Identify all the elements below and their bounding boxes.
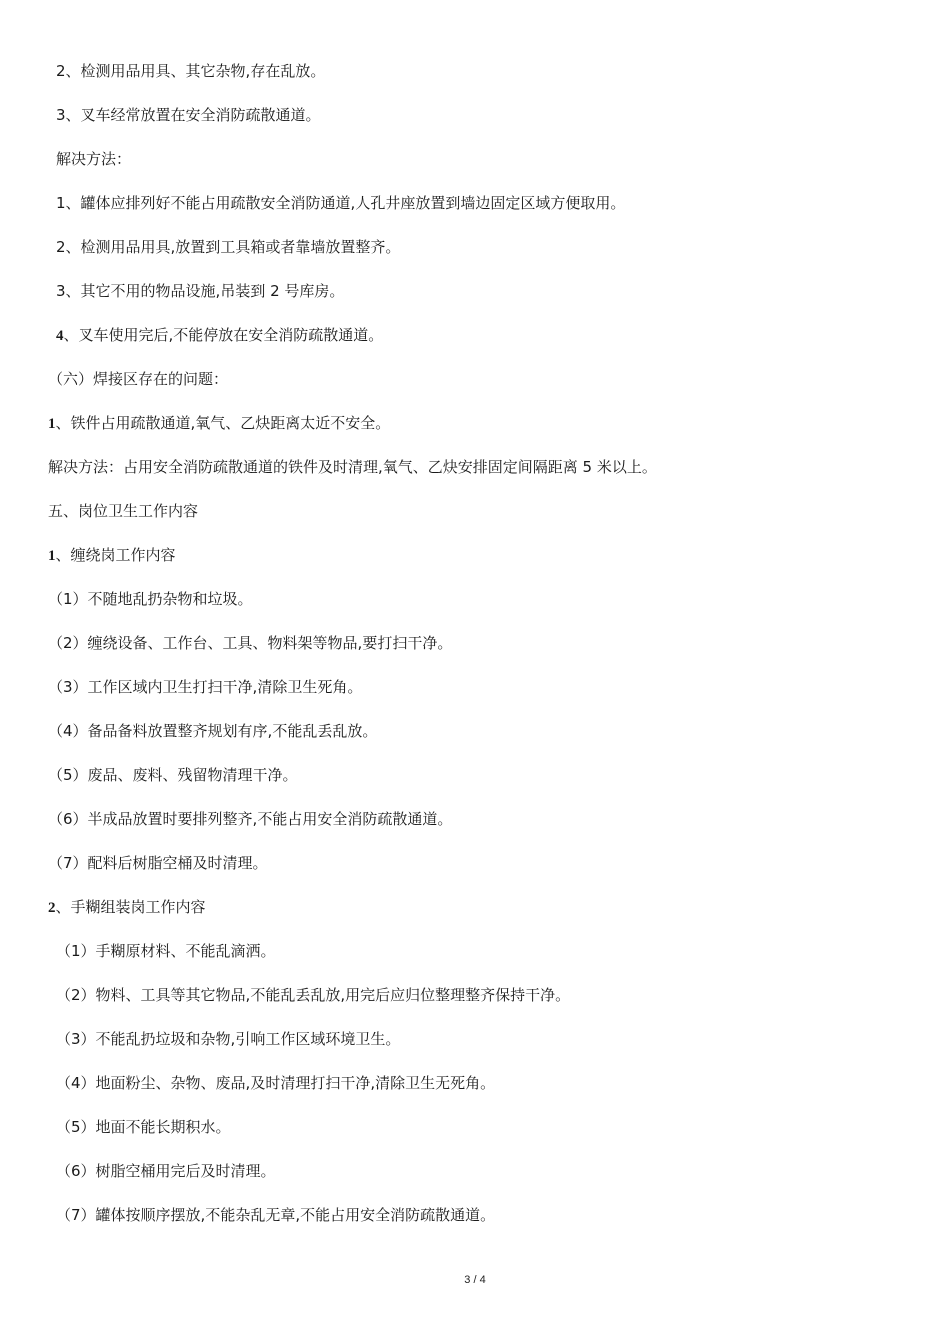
text-line xyxy=(48,809,452,829)
text-line xyxy=(48,369,228,389)
text-line xyxy=(48,413,390,434)
text-line xyxy=(56,1117,231,1137)
text-line xyxy=(48,853,268,873)
text-line xyxy=(48,589,253,609)
text-line xyxy=(56,1073,495,1093)
text-line xyxy=(48,633,452,653)
item-number: 1 xyxy=(48,416,56,432)
text-line xyxy=(56,1205,495,1225)
text-line xyxy=(56,985,570,1005)
line-text: 解决方法： xyxy=(56,150,132,168)
text-line xyxy=(48,545,176,566)
text-line xyxy=(56,325,383,346)
line-text: 五、岗位卫生工作内容 xyxy=(48,502,199,520)
text-line xyxy=(48,677,362,697)
text-line xyxy=(56,237,400,257)
text-line xyxy=(48,765,298,785)
line-text: （6）半成品放置时要排列整齐,不能占用安全消防疏散通道。 xyxy=(48,810,453,828)
line-text: （3）不能乱扔垃圾和杂物,引响工作区域环境卫生。 xyxy=(56,1030,401,1048)
line-text: （1）不随地乱扔杂物和垃圾。 xyxy=(48,590,253,608)
item-number: 2 xyxy=(48,900,56,916)
line-text: 1、罐体应排列好不能占用疏散安全消防通道,人孔井座放置到墙边固定区域方便取用。 xyxy=(56,194,626,212)
line-text: （4）地面粉尘、杂物、废品,及时清理打扫干净,清除卫生无死角。 xyxy=(56,1074,496,1092)
line-text: 、铁件占用疏散通道,氧气、乙炔距离太近不安全。 xyxy=(55,414,391,432)
line-text: 3、其它不用的物品设施,吊装到 2 号库房。 xyxy=(56,282,345,300)
line-text: （2）物料、工具等其它物品,不能乱丢乱放,用完后应归位整理整齐保持干净。 xyxy=(56,986,571,1004)
text-line xyxy=(48,897,206,918)
line-text: （六）焊接区存在的问题： xyxy=(48,370,229,388)
text-line xyxy=(48,457,657,477)
line-text: 、手糊组装岗工作内容 xyxy=(55,898,206,916)
text-line xyxy=(56,105,321,125)
line-text: （7）配料后树脂空桶及时清理。 xyxy=(48,854,268,872)
line-text: （6）树脂空桶用完后及时清理。 xyxy=(56,1162,276,1180)
line-text: （1）手糊原材料、不能乱滴洒。 xyxy=(56,942,276,960)
line-text: （3）工作区域内卫生打扫干净,清除卫生死角。 xyxy=(48,678,363,696)
line-text: （4）备品备料放置整齐规划有序,不能乱丢乱放。 xyxy=(48,722,378,740)
text-line xyxy=(56,1161,276,1181)
line-text: （5）废品、废料、残留物清理干净。 xyxy=(48,766,298,784)
line-text: 、叉车使用完后,不能停放在安全消防疏散通道。 xyxy=(63,326,384,344)
line-text: （5）地面不能长期积水。 xyxy=(56,1118,231,1136)
text-line xyxy=(56,149,131,169)
line-text: 、缠绕岗工作内容 xyxy=(55,546,176,564)
line-text: 3、叉车经常放置在安全消防疏散通道。 xyxy=(56,106,321,124)
line-text: （2）缠绕设备、工作台、工具、物料架等物品,要打扫干净。 xyxy=(48,634,453,652)
text-line xyxy=(56,1029,400,1049)
text-line xyxy=(56,941,276,961)
text-line xyxy=(56,281,344,301)
line-text: （7）罐体按顺序摆放,不能杂乱无章,不能占用安全消防疏散通道。 xyxy=(56,1206,496,1224)
line-text: 2、检测用品用具、其它杂物,存在乱放。 xyxy=(56,62,326,80)
text-line xyxy=(56,61,325,81)
line-text: 2、检测用品用具,放置到工具箱或者靠墙放置整齐。 xyxy=(56,238,401,256)
text-line xyxy=(48,501,198,521)
text-line xyxy=(48,721,377,741)
line-text: 解决方法：占用安全消防疏散通道的铁件及时清理,氧气、乙炔安排固定间隔距离 5 米以上。 xyxy=(48,458,657,476)
page-number: 3 / 4 xyxy=(464,1274,486,1286)
text-line xyxy=(56,193,625,213)
item-number: 4 xyxy=(56,328,64,344)
item-number: 1 xyxy=(48,548,56,564)
